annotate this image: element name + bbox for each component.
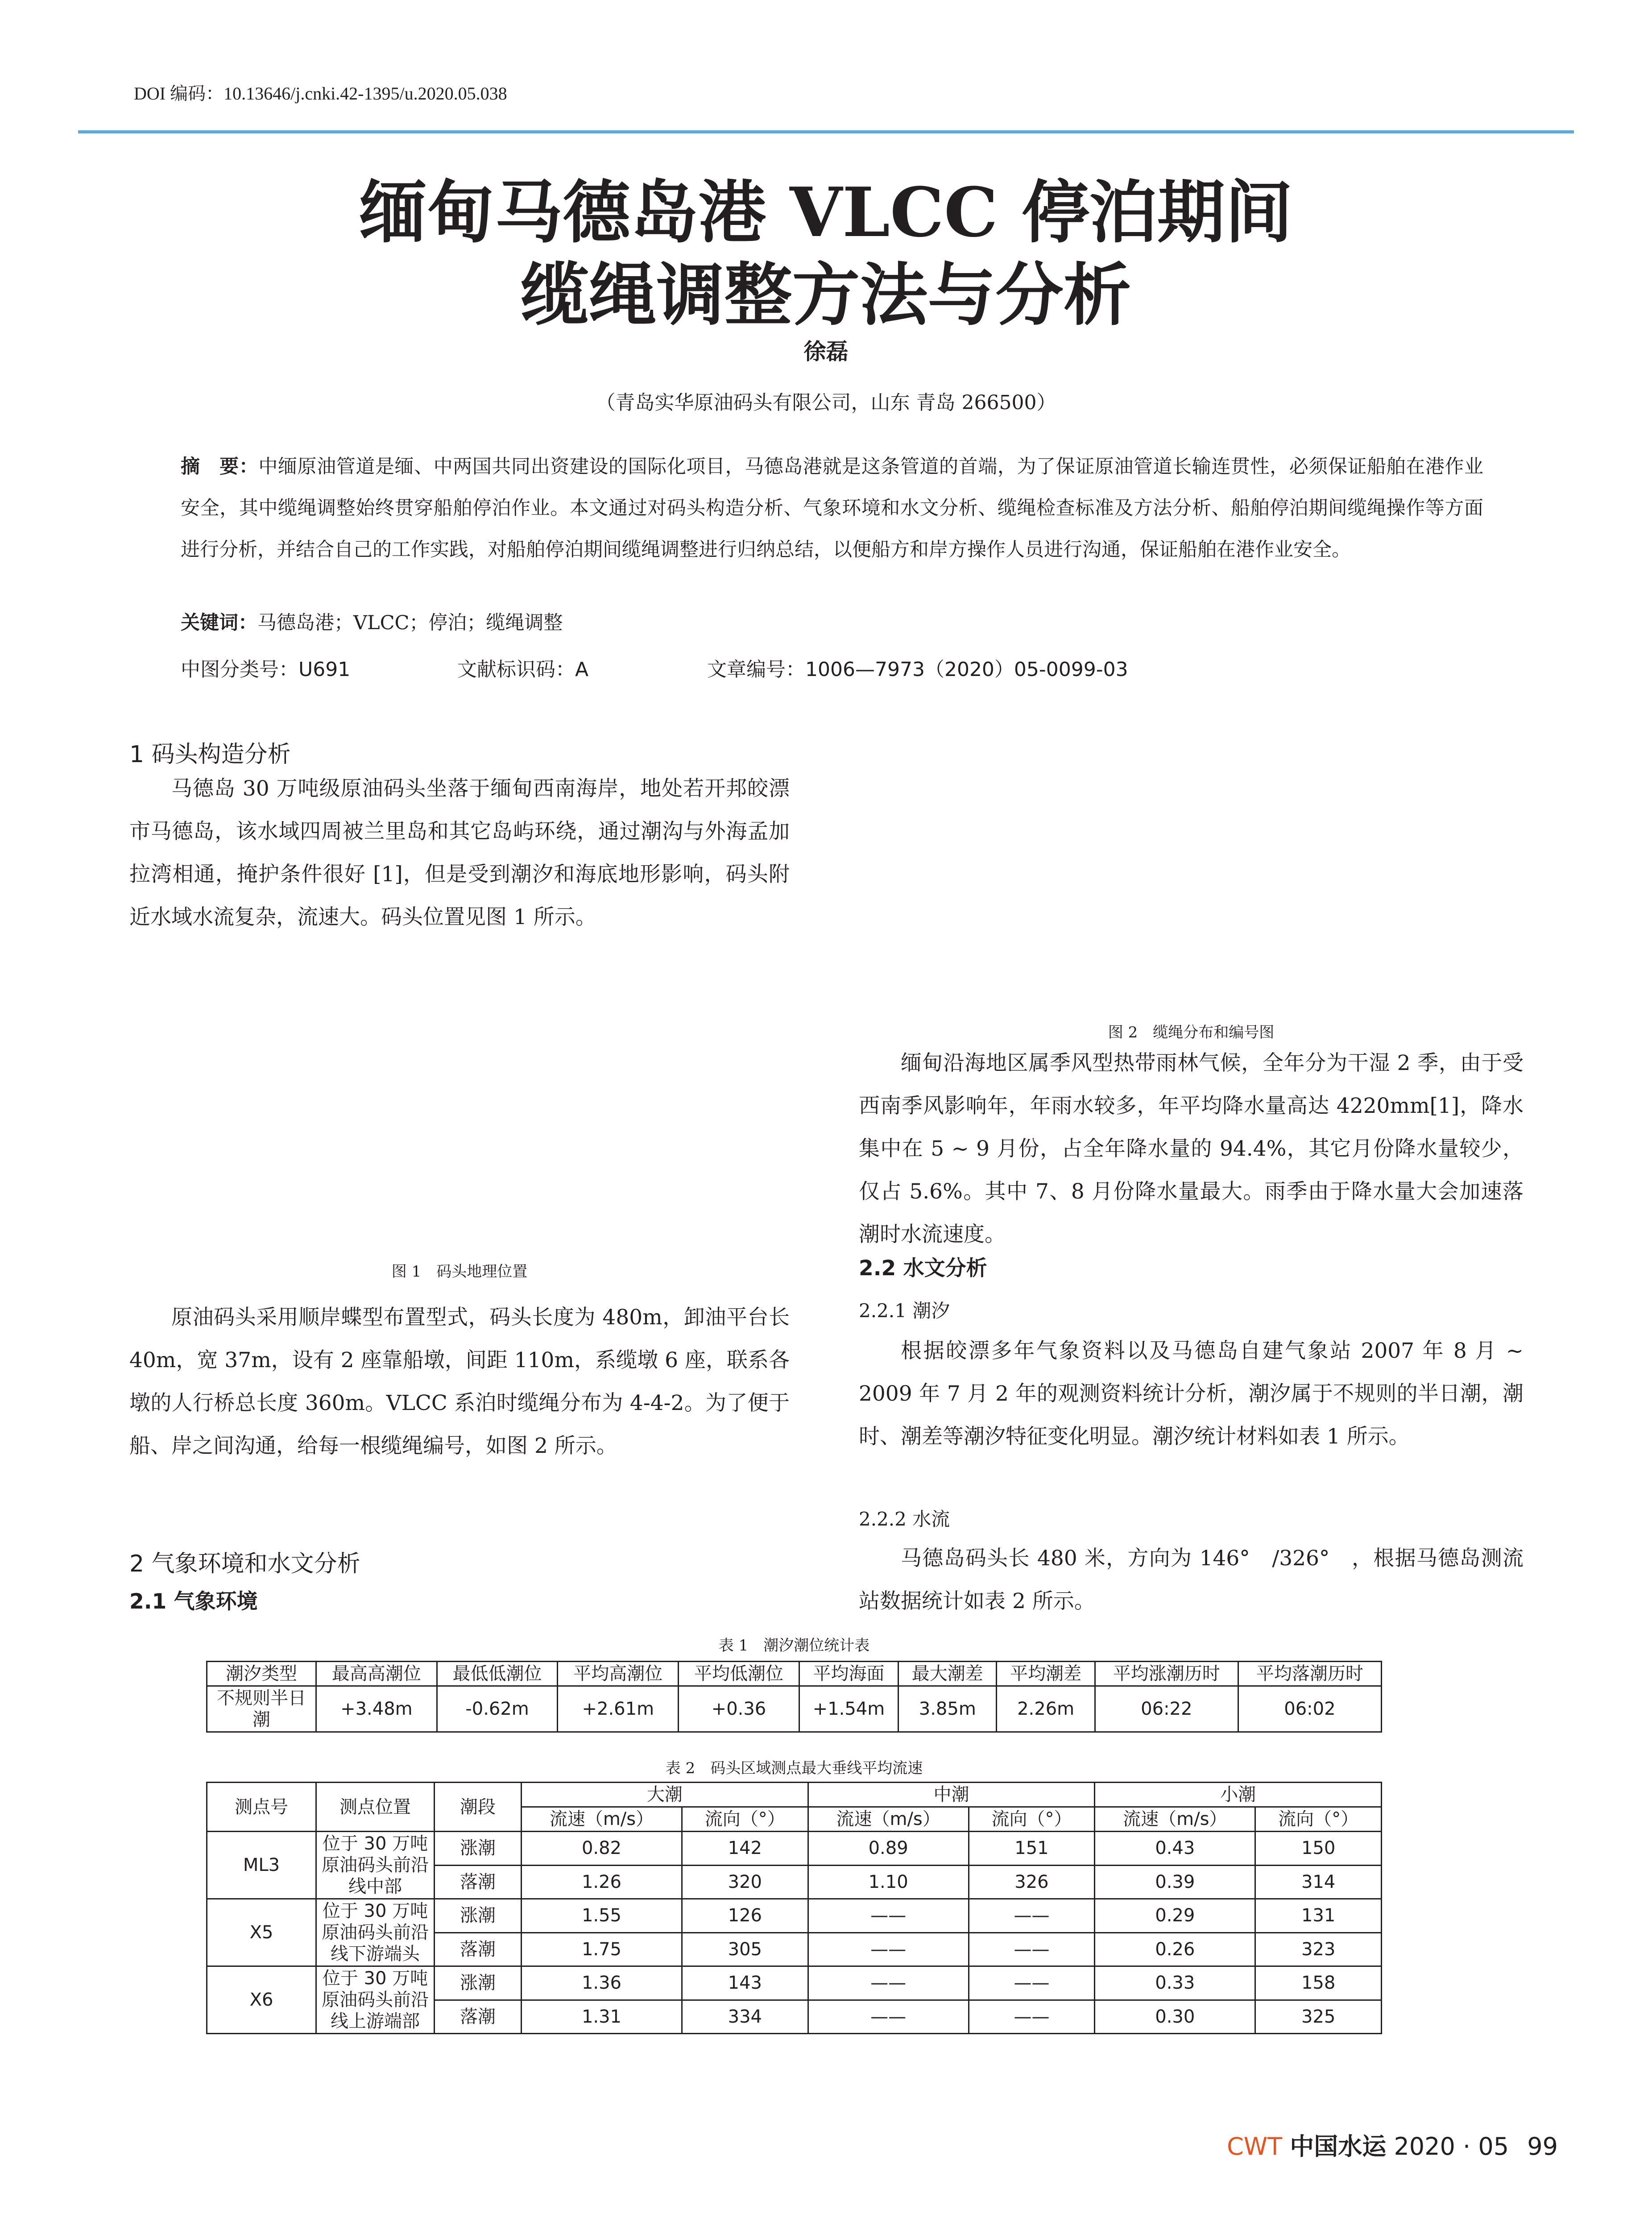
author: 徐磊 (803, 339, 849, 365)
table-1-cell: 不规则半日潮 (207, 1686, 316, 1732)
table-2-header-location: 测点位置 (316, 1783, 435, 1832)
table-2-cell: —— (808, 1899, 969, 1933)
figure-1-caption: 图 1 码头地理位置 (391, 1263, 528, 1281)
table-1-cell: +3.48m (316, 1686, 437, 1732)
table-2-phase: 落潮 (435, 1932, 522, 1966)
table-2-cell: 158 (1255, 1966, 1382, 2000)
table-2-phase: 落潮 (435, 2000, 522, 2034)
table-2-header-phase: 潮段 (435, 1783, 522, 1832)
table-2-header-direction: 流向（°） (969, 1807, 1095, 1832)
table-2-cell: 0.26 (1095, 1932, 1255, 1966)
table-row (207, 1966, 1382, 2000)
table-2-cell: 0.33 (1095, 1966, 1255, 2000)
table-2-header-direction: 流向（°） (1255, 1807, 1382, 1832)
table-1-caption: 表 1 潮汐潮位统计表 (718, 1637, 870, 1655)
table-1-cell: 06:22 (1095, 1686, 1238, 1732)
table-2-header-mid-tide: 中潮 (808, 1783, 1095, 1807)
section-2-2-2-heading: 2.2.2 水流 (859, 1508, 950, 1530)
table-2-cell: 0.39 (1095, 1865, 1255, 1899)
table-2-cell: 326 (969, 1865, 1095, 1899)
journal-logo: CWT (1227, 2132, 1283, 2161)
table-1-cell: 3.85m (898, 1686, 997, 1732)
section-2-1-heading: 2.1 气象环境 (129, 1589, 258, 1614)
table-1-header: 平均海面 (799, 1662, 898, 1686)
table-2-cell: 1.26 (522, 1865, 682, 1899)
table-2-cell: —— (969, 1932, 1095, 1966)
table-2-cell: 151 (969, 1832, 1095, 1866)
table-1-cell: 2.26m (997, 1686, 1095, 1732)
section-2-1-paragraph: 缅甸沿海地区属季风型热带雨林气候，全年分为干湿 2 季，由于受西南季风影响年，年雨水较多，年平均降水量高达 4220mm[1]，降水集中在 5 ~ 9 月份，占全年降水量的 94.4%，其它月份降水量较少，仅占 5.6%。其中 7、8 月份降水量最大。雨季由于降水量大会加速落潮时水流速度。 (859, 1051, 1524, 1247)
section-2-heading: 2 气象环境和水文分析 (129, 1551, 360, 1577)
page-footer (1227, 2127, 1558, 2162)
table-2-phase: 落潮 (435, 1865, 522, 1899)
title-line-2: 缆绳调整方法与分析 (521, 255, 1131, 335)
table-1-header: 最高高潮位 (316, 1662, 437, 1686)
table-2-location: 位于 30 万吨原油码头前沿线上游端部 (316, 1966, 435, 2034)
table-2-cell: —— (808, 2000, 969, 2034)
table-1-header-row (207, 1662, 1382, 1686)
figure-2-caption: 图 2 缆绳分布和编号图 (1108, 1024, 1275, 1041)
table-2-header-speed: 流速（m/s） (1095, 1807, 1255, 1832)
title-line-1: 缅甸马德岛港 VLCC 停泊期间 (359, 172, 1293, 252)
table-2-cell: 305 (682, 1932, 808, 1966)
classification-line (181, 653, 1128, 682)
table-2-cell: 1.10 (808, 1865, 969, 1899)
table-2-cell: 143 (682, 1966, 808, 2000)
table-2-cell: 0.43 (1095, 1832, 1255, 1866)
table-2-cell: 314 (1255, 1865, 1382, 1899)
keywords-text: 马德岛港；VLCC；停泊；缆绳调整 (257, 612, 563, 634)
section-1-heading: 1 码头构造分析 (129, 741, 291, 768)
table-2-cell: —— (808, 1932, 969, 1966)
table-2-header-spring-tide: 大潮 (522, 1783, 808, 1807)
affiliation: （青岛实华原油码头有限公司，山东 青岛 266500） (596, 391, 1056, 414)
table-2-cell: 0.82 (522, 1832, 682, 1866)
table-2-cell: 1.31 (522, 2000, 682, 2034)
table-2-station: X6 (207, 1966, 316, 2034)
section-2-2-1-paragraph: 根据皎漂多年气象资料以及马德岛自建气象站 2007 年 8 月 ~ 2009 年 7 月 2 年的观测资料统计分析，潮汐属于不规则的半日潮，潮时、潮差等潮汐特征变化明显。潮汐统计材料如表 1 所示。 (859, 1339, 1524, 1449)
table-1-header: 平均低潮位 (679, 1662, 799, 1686)
table-2-cell: 150 (1255, 1832, 1382, 1866)
abstract-text: 中缅原油管道是缅、中两国共同出资建设的国际化项目，马德岛港就是这条管道的首端，为了保证原油管道长输连贯性，必须保证船舶在港作业安全，其中缆绳调整始终贯穿船舶停泊作业。本文通过对码头构造分析、气象环境和水文分析、缆绳检查标准及方法分析、船舶停泊期间缆绳操作等方面进行分析，并结合自己的工作实践，对船舶停泊期间缆绳调整进行归纳总结，以便船方和岸方操作人员进行沟通，保证船舶在港作业安全。 (181, 456, 1484, 561)
section-2-2-1-heading: 2.2.1 潮汐 (859, 1300, 950, 1322)
document-code: 文献标识码：A (457, 658, 589, 681)
table-1-header: 平均涨潮历时 (1095, 1662, 1238, 1686)
table-2-cell: 1.55 (522, 1899, 682, 1933)
table-1-header: 潮汐类型 (207, 1662, 316, 1686)
keywords-label: 关键词： (181, 612, 257, 634)
table-2-cell: 0.30 (1095, 2000, 1255, 2034)
table-2-header-neap-tide: 小潮 (1095, 1783, 1382, 1807)
section-2-2-heading: 2.2 水文分析 (859, 1256, 987, 1281)
table-2-header-row (207, 1783, 1382, 1807)
journal-name: 中国水运 (1290, 2132, 1387, 2161)
abstract-label: 摘 要： (181, 456, 259, 478)
table-1-cell: -0.62m (437, 1686, 558, 1732)
table-1-header: 平均落潮历时 (1238, 1662, 1381, 1686)
table-row (207, 1686, 1382, 1732)
table-2-cell: —— (969, 2000, 1095, 2034)
table-2-cell: 131 (1255, 1899, 1382, 1933)
table-2-cell: —— (808, 1966, 969, 2000)
keywords (181, 608, 563, 635)
table-1-tide-statistics (206, 1661, 1382, 1733)
table-1-header: 最低低潮位 (437, 1662, 558, 1686)
article-number: 文章编号：1006—7973（2020）05-0099-03 (707, 658, 1128, 681)
table-2-header-speed: 流速（m/s） (808, 1807, 969, 1832)
table-row (207, 1832, 1382, 1866)
header-rule (78, 130, 1574, 133)
section-1-paragraph-2: 原油码头采用顺岸蝶型布置型式，码头长度为 480m，卸油平台长 40m，宽 37m，设有 2 座靠船墩，间距 110m，系缆墩 6 座，联系各墩的人行桥总长度 360m。VLCC 系泊时缆绳分布为 4-4-2。为了便于船、岸之间沟通，给每一根缆绳编号，如图 2 所示。 (129, 1305, 790, 1458)
table-2-header-speed: 流速（m/s） (522, 1807, 682, 1832)
table-2-location: 位于 30 万吨原油码头前沿线下游端头 (316, 1899, 435, 1966)
abstract (181, 446, 1483, 571)
table-2-location: 位于 30 万吨原油码头前沿线中部 (316, 1832, 435, 1899)
table-2-cell: 1.36 (522, 1966, 682, 2000)
class-number: 中图分类号：U691 (181, 658, 351, 681)
journal-issue: 2020 · 05 (1394, 2132, 1509, 2161)
table-2-caption: 表 2 码头区域测点最大垂线平均流速 (665, 1759, 923, 1777)
table-2-cell: 320 (682, 1865, 808, 1899)
table-2-current-speed (206, 1782, 1382, 2034)
table-2-phase: 涨潮 (435, 1966, 522, 2000)
table-1-cell: 06:02 (1238, 1686, 1381, 1732)
table-2-cell: 334 (682, 2000, 808, 2034)
table-2-phase: 涨潮 (435, 1832, 522, 1866)
table-1-header: 最大潮差 (898, 1662, 997, 1686)
page-number: 99 (1527, 2132, 1558, 2161)
table-2-cell: 0.89 (808, 1832, 969, 1866)
table-1-cell: +0.36 (679, 1686, 799, 1732)
table-2-station: X5 (207, 1899, 316, 1966)
table-2-station: ML3 (207, 1832, 316, 1899)
table-1-cell: +2.61m (558, 1686, 679, 1732)
section-2-2-2-paragraph: 马德岛码头长 480 米，方向为 146° /326° ，根据马德岛测流站数据统计如表 2 所示。 (859, 1546, 1524, 1613)
table-2-phase: 涨潮 (435, 1899, 522, 1933)
table-2-cell: —— (969, 1966, 1095, 2000)
table-1-header: 平均高潮位 (558, 1662, 679, 1686)
table-row (207, 1899, 1382, 1933)
doi-code: DOI 编码：10.13646/j.cnki.42-1395/u.2020.05.038 (134, 83, 507, 104)
table-2-cell: 126 (682, 1899, 808, 1933)
table-2-cell: 325 (1255, 2000, 1382, 2034)
table-2-header-station: 测点号 (207, 1783, 316, 1832)
section-1-paragraph-1: 马德岛 30 万吨级原油码头坐落于缅甸西南海岸，地处若开邦皎漂市马德岛，该水域四周被兰里岛和其它岛屿环绕，通过潮沟与外海孟加拉湾相通，掩护条件很好 [1]，但是受到潮汐和海底地形影响，码头附近水域水流复杂，流速大。码头位置见图 1 所示。 (129, 776, 790, 929)
table-1-cell: +1.54m (799, 1686, 898, 1732)
table-2-cell: —— (969, 1899, 1095, 1933)
table-2-cell: 142 (682, 1832, 808, 1866)
table-1-header: 平均潮差 (997, 1662, 1095, 1686)
table-2-cell: 1.75 (522, 1932, 682, 1966)
table-2-header-direction: 流向（°） (682, 1807, 808, 1832)
table-2-cell: 0.29 (1095, 1899, 1255, 1933)
table-2-cell: 323 (1255, 1932, 1382, 1966)
